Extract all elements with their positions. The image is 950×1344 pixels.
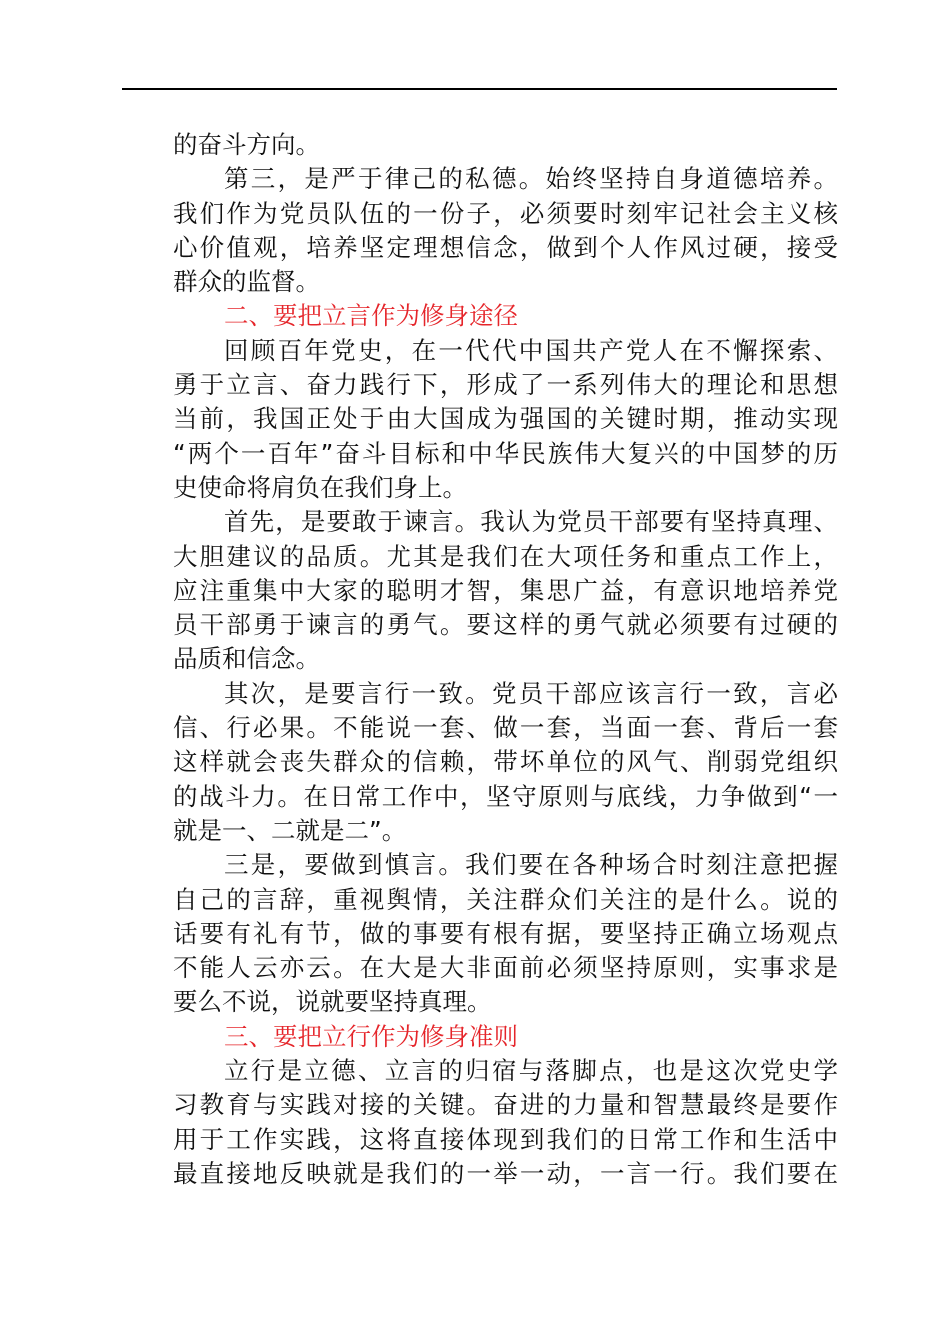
paragraph-line: 回顾百年党史，在一代代中国共产党人在不懈探索、 [224, 335, 838, 365]
paragraph-line: 大胆建议的品质。尤其是我们在大项任务和重点工作上， [173, 541, 838, 571]
paragraph-line: 勇于立言、奋力践行下，形成了一系列伟大的理论和思想 [173, 370, 838, 400]
section-heading: 三、要把立行作为修身准则 [224, 1021, 518, 1051]
paragraph-line: 话要有礼有节，做的事要有根有据，要坚持正确立场观点 [173, 918, 838, 948]
paragraph-line: 心价值观，培养坚定理想信念，做到个人作风过硬，接受 [173, 232, 838, 262]
paragraph-line: 立行是立德、立言的归宿与落脚点，也是这次党史学 [224, 1056, 838, 1086]
paragraph-line: 我们作为党员队伍的一份子，必须要时刻牢记社会主义核 [173, 198, 838, 228]
section-heading: 二、要把立言作为修身途径 [224, 301, 518, 331]
paragraph-line: 品质和信念。 [173, 644, 320, 674]
paragraph-line: 当前，我国正处于由大国成为强国的关键时期，推动实现 [173, 404, 838, 434]
paragraph-line: 史使命将肩负在我们身上。 [173, 472, 467, 502]
paragraph-line: 用于工作实践，这将直接体现到我们的日常工作和生活中 [173, 1124, 838, 1154]
paragraph-line: “两个一百年”奋斗目标和中华民族伟大复兴的中国梦的历 [173, 438, 838, 468]
paragraph-line: 这样就会丧失群众的信赖，带坏单位的风气、削弱党组织 [173, 747, 838, 777]
paragraph-line: 群众的监督。 [173, 267, 320, 297]
paragraph-line: 自己的言辞，重视舆情，关注群众们关注的是什么。说的 [173, 884, 838, 914]
paragraph-line: 就是一、二就是二”。 [173, 815, 407, 845]
paragraph-line: 最直接地反映就是我们的一举一动，一言一行。我们要在 [173, 1158, 838, 1188]
paragraph-line: 第三，是严于律己的私德。始终坚持自身道德培养。 [224, 164, 838, 194]
paragraph-line: 三是，要做到慎言。我们要在各种场合时刻注意把握 [224, 850, 838, 880]
header-rule [122, 88, 837, 90]
document-body [173, 128, 838, 1191]
paragraph-line: 信、行必果。不能说一套、做一套，当面一套、背后一套 [173, 713, 838, 743]
paragraph-line: 的战斗力。在日常工作中，坚守原则与底线，力争做到“一 [173, 781, 838, 811]
paragraph-line: 其次，是要言行一致。党员干部应该言行一致，言必 [224, 678, 838, 708]
paragraph-line: 员干部勇于谏言的勇气。要这样的勇气就必须要有过硬的 [173, 610, 838, 640]
paragraph-line: 的奋斗方向。 [173, 130, 320, 159]
paragraph-line: 要么不说，说就要坚持真理。 [173, 987, 492, 1017]
paragraph-line: 不能人云亦云。在大是大非面前必须坚持原则，实事求是 [173, 953, 838, 983]
paragraph-line: 习教育与实践对接的关键。奋进的力量和智慧最终是要作 [173, 1090, 838, 1120]
paragraph-line: 应注重集中大家的聪明才智，集思广益，有意识地培养党 [173, 575, 838, 605]
paragraph-line: 首先，是要敢于谏言。我认为党员干部要有坚持真理、 [224, 507, 838, 537]
